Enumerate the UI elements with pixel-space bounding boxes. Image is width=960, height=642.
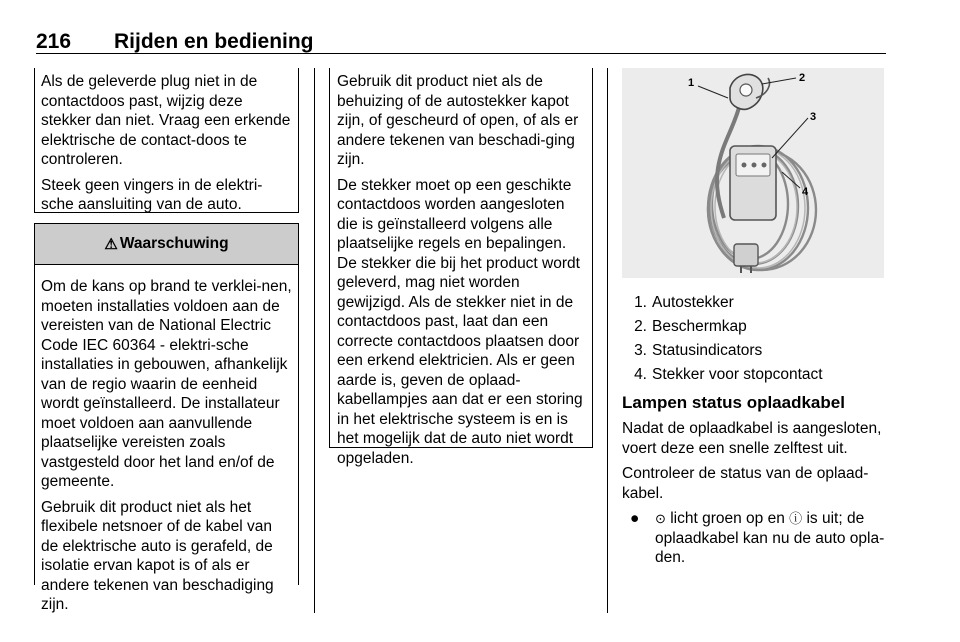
status-led-icon: ⊙ — [655, 511, 666, 526]
legend-number: 3. — [634, 342, 647, 359]
figure-legend — [622, 291, 884, 387]
bullet-dot: ● — [630, 510, 640, 527]
middle-paragraph-1: Gebruik dit product niet als de behuizing of de autostekker kapot zijn, of gescheurd of open, of als er andere tekenen van beschadi-ging zijn. — [337, 73, 579, 168]
legend-item — [622, 315, 884, 339]
warning-heading-label: Waarschuwing — [119, 235, 229, 252]
middle-notice-text — [330, 68, 592, 468]
page-title: Rijden en bediening — [114, 30, 314, 53]
legend-item — [622, 363, 884, 387]
page-number: 216 — [36, 30, 72, 53]
middle-paragraph-2: De stekker moet op een geschikte contactdoos worden aangesloten die is geïnstalleerd volgens alle plaatselijke regels en bepalingen. De stekker die bij het product wordt geleverd, mag niet worden gewijzigd. Als de stekker niet in de contactdoos past, laat dan een correcte contactdoos plaatsen door een erkend elektricien. Als er geen aarde is, geven de oplaad-kabellampjes aan dat er een storing in het elektrische systeem is en is het mogelijk dat de auto niet wordt opgeladen. — [337, 176, 583, 467]
legend-label: Statusindicators — [652, 342, 763, 359]
callout-1: 1 — [688, 77, 695, 89]
callout-3: 3 — [810, 111, 817, 123]
column-divider-1 — [314, 68, 315, 613]
callout-2: 2 — [799, 72, 806, 84]
charging-cable-drawing — [622, 68, 884, 278]
fault-led-icon: ⓘ — [789, 511, 803, 526]
legend-label: Beschermkap — [652, 318, 747, 335]
section-body — [622, 419, 888, 568]
warning-triangle-icon: ⚠ — [104, 236, 118, 253]
warning-text — [35, 265, 298, 615]
legend-number: 1. — [634, 294, 647, 311]
section-paragraph-2: Controleer de status van de oplaad-kabel. — [622, 465, 869, 502]
header-rule — [36, 53, 886, 54]
warning-box — [34, 223, 299, 613]
bullet-text-part-1: licht groen op en — [665, 510, 790, 527]
legend-label: Autostekker — [652, 294, 734, 311]
intro-notice-box — [34, 68, 299, 213]
warning-paragraph-1: Om de kans op brand te verklei-nen, moeten installaties voldoen aan de vereisten van de National Electric Code IEC 60364 - elektri-sche installaties in gebouwen, afhankelijk van de regio waarin de eenheid wordt geïnstalleerd. De installateur moet voldoen aan aanvullende plaatselijke vereisten zoals vastgesteld door het land en/of de gemeente. — [41, 278, 292, 490]
legend-item — [622, 339, 884, 363]
legend-number: 2. — [634, 318, 647, 335]
intro-paragraph-1: Als de geleverde plug niet in de contactdoos past, wijzig deze stekker dan niet. Vraag een erkende elektrische de contact-doos te controleren. — [41, 73, 291, 168]
intro-paragraph-2: Steek geen vingers in de elektri-sche aansluiting van de auto. — [41, 176, 263, 213]
bullet-item — [622, 509, 888, 568]
charging-cable-illustration — [622, 68, 884, 278]
bullet-text-part-2: is uit; de oplaadkabel kan nu de auto opla-den. — [655, 510, 885, 566]
callout-4: 4 — [802, 186, 809, 198]
column-divider-2 — [607, 68, 608, 613]
section-paragraph-1: Nadat de oplaadkabel is aangesloten, voert deze een snelle zelftest uit. — [622, 420, 882, 457]
page-header — [36, 20, 886, 54]
intro-notice-text — [35, 68, 298, 215]
warning-heading — [35, 224, 298, 265]
middle-notice-box — [329, 68, 593, 467]
legend-label: Stekker voor stopcontact — [652, 366, 823, 383]
legend-number: 4. — [634, 366, 647, 383]
section-title: Lampen status oplaadkabel — [622, 393, 845, 412]
bullet-text — [655, 509, 888, 568]
legend-item — [622, 291, 884, 315]
warning-paragraph-2: Gebruik dit product niet als het flexibele netsnoer of de kabel van de elektrische auto is gerafeld, de isolatie ervan kapot is of als er andere tekenen van beschadiging zijn. — [41, 498, 274, 613]
